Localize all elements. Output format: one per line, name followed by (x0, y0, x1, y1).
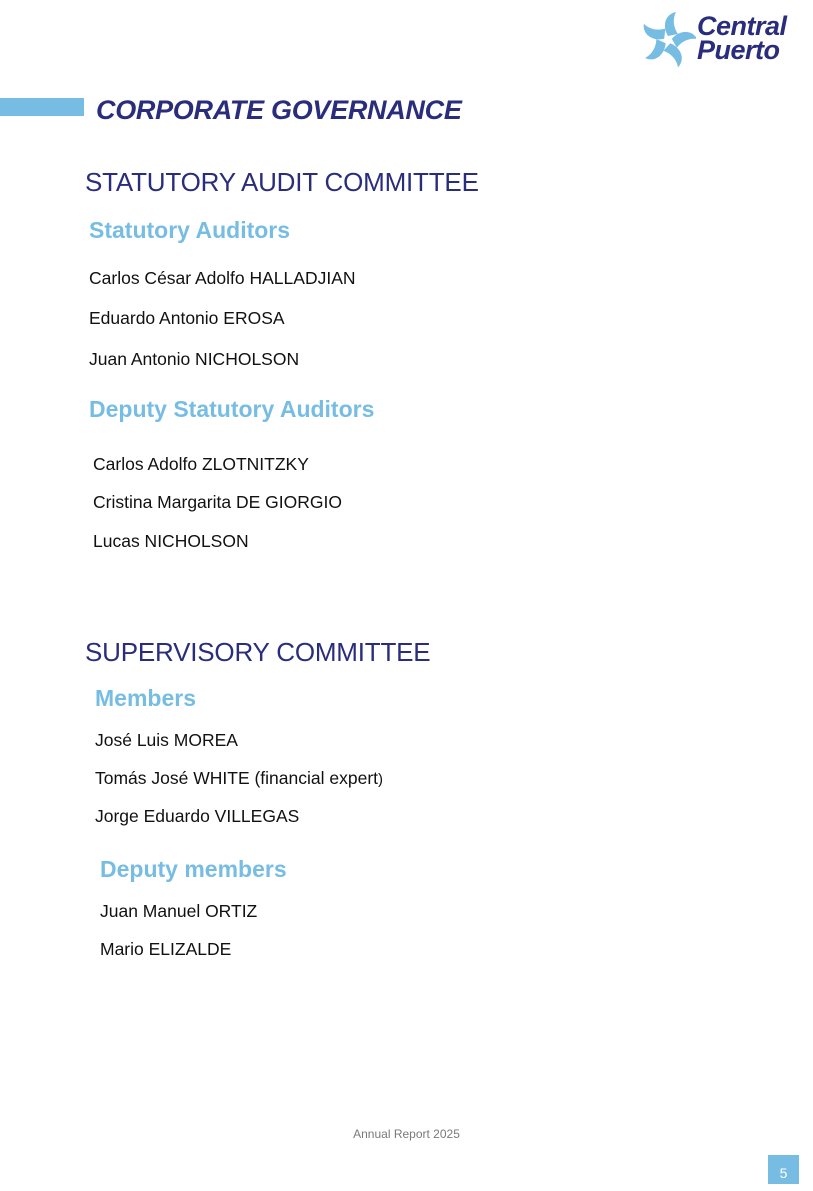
list-item-deputy-member: Mario ELIZALDE (100, 939, 232, 959)
heading-deputy-statutory-auditors: Deputy Statutory Auditors (89, 396, 375, 422)
footer-text: Annual Report 2025 (353, 1127, 460, 1141)
logo-word-central: Central (697, 11, 787, 41)
logo-word-puerto: Puerto (697, 35, 780, 65)
member-name-paren: ) (378, 771, 384, 788)
header-accent-bar (0, 98, 84, 116)
company-logo (640, 10, 805, 72)
pinwheel-icon (640, 10, 696, 70)
heading-statutory-auditors: Statutory Auditors (89, 217, 291, 243)
list-item-deputy-member: Juan Manuel ORTIZ (100, 901, 258, 921)
member-name-text: Tomás José WHITE (financial expert (95, 768, 379, 788)
page-title: CORPORATE GOVERNANCE (96, 95, 462, 125)
list-item-member: José Luis MOREA (95, 730, 238, 750)
list-item-member (95, 768, 383, 789)
page-number: 5 (768, 1155, 799, 1184)
list-item-member: Jorge Eduardo VILLEGAS (95, 806, 300, 826)
list-item-statutory-auditor: Carlos César Adolfo HALLADJIAN (89, 268, 356, 288)
section-title-statutory-audit-committee: STATUTORY AUDIT COMMITTEE (85, 167, 479, 197)
section-title-supervisory-committee: SUPERVISORY COMMITTEE (85, 637, 431, 667)
list-item-deputy-auditor: Lucas NICHOLSON (93, 531, 249, 551)
list-item-statutory-auditor: Eduardo Antonio EROSA (89, 308, 285, 328)
list-item-deputy-auditor: Cristina Margarita DE GIORGIO (93, 492, 342, 512)
list-item-deputy-auditor: Carlos Adolfo ZLOTNITZKY (93, 454, 309, 474)
list-item-statutory-auditor: Juan Antonio NICHOLSON (89, 349, 300, 369)
heading-members: Members (95, 685, 196, 711)
heading-deputy-members: Deputy members (100, 856, 287, 882)
